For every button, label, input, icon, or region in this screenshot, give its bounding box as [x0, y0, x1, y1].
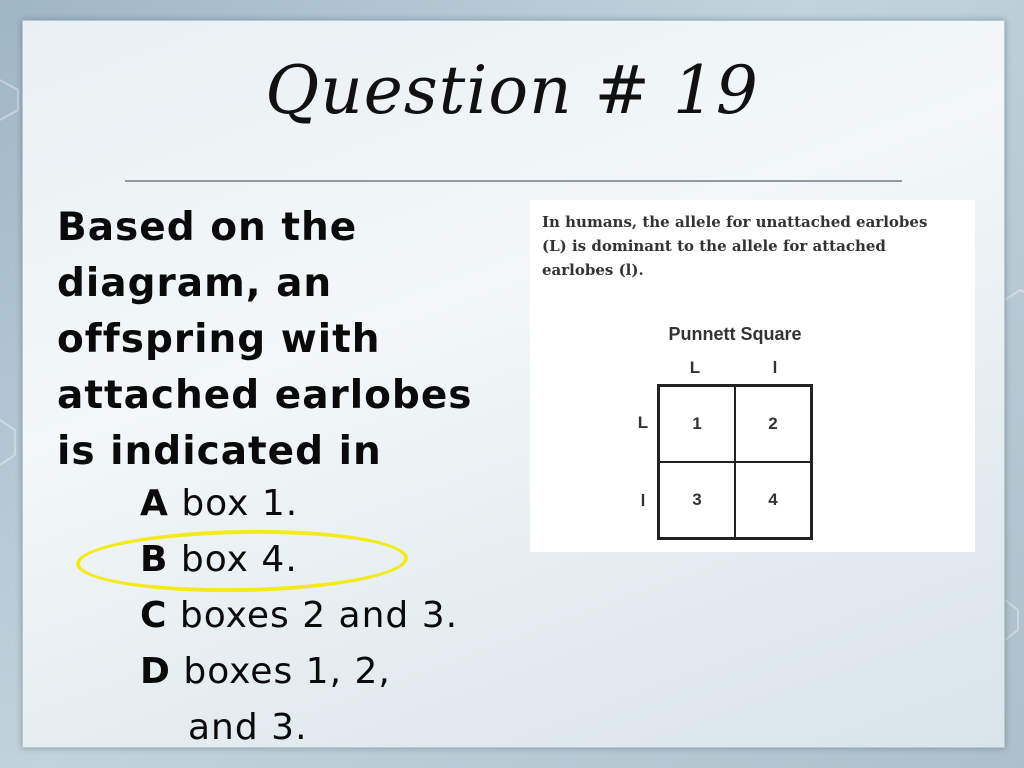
slide-title: Question # 19 — [265, 52, 759, 129]
title-divider — [125, 180, 902, 182]
question-line: is indicated in — [57, 429, 382, 474]
question-line: attached earlobes — [57, 373, 473, 418]
figure-description-line: In humans, the allele for unattached earlobes — [542, 213, 928, 231]
option-text: box 1. — [181, 483, 299, 524]
option-letter: B — [140, 539, 169, 580]
punnett-title: Punnett Square — [668, 324, 802, 344]
figure-description — [542, 210, 962, 282]
question-line: offspring with — [57, 317, 381, 362]
punnett-cell-2: 2 — [735, 386, 811, 462]
row-label: l — [640, 491, 646, 510]
figure-description-line: earlobes (l). — [542, 261, 644, 279]
punnett-cell-4: 4 — [735, 462, 811, 538]
question-line: Based on the — [57, 205, 358, 250]
option-text: boxes 2 and 3. — [179, 595, 459, 636]
column-label: l — [772, 358, 778, 377]
question-line: diagram, an — [57, 261, 333, 306]
answer-options — [140, 476, 560, 756]
option-d-continued — [140, 700, 560, 756]
option-d[interactable] — [140, 644, 560, 700]
punnett-cell-3: 3 — [659, 462, 735, 538]
punnett-grid — [657, 384, 813, 540]
option-text: box 4. — [180, 539, 298, 580]
option-text: boxes 1, 2, — [183, 651, 391, 692]
figure-description-line: (L) is dominant to the allele for attached — [542, 237, 886, 255]
question-text — [57, 200, 527, 480]
punnett-cell-1: 1 — [659, 386, 735, 462]
punnett-figure — [530, 200, 975, 552]
option-text-continued: and 3. — [188, 707, 308, 748]
option-letter: C — [140, 595, 168, 636]
option-letter: A — [140, 483, 169, 524]
option-c[interactable] — [140, 588, 560, 644]
option-letter: D — [140, 651, 171, 692]
option-a[interactable] — [140, 476, 560, 532]
row-label: L — [637, 413, 649, 432]
column-label: L — [689, 358, 701, 377]
